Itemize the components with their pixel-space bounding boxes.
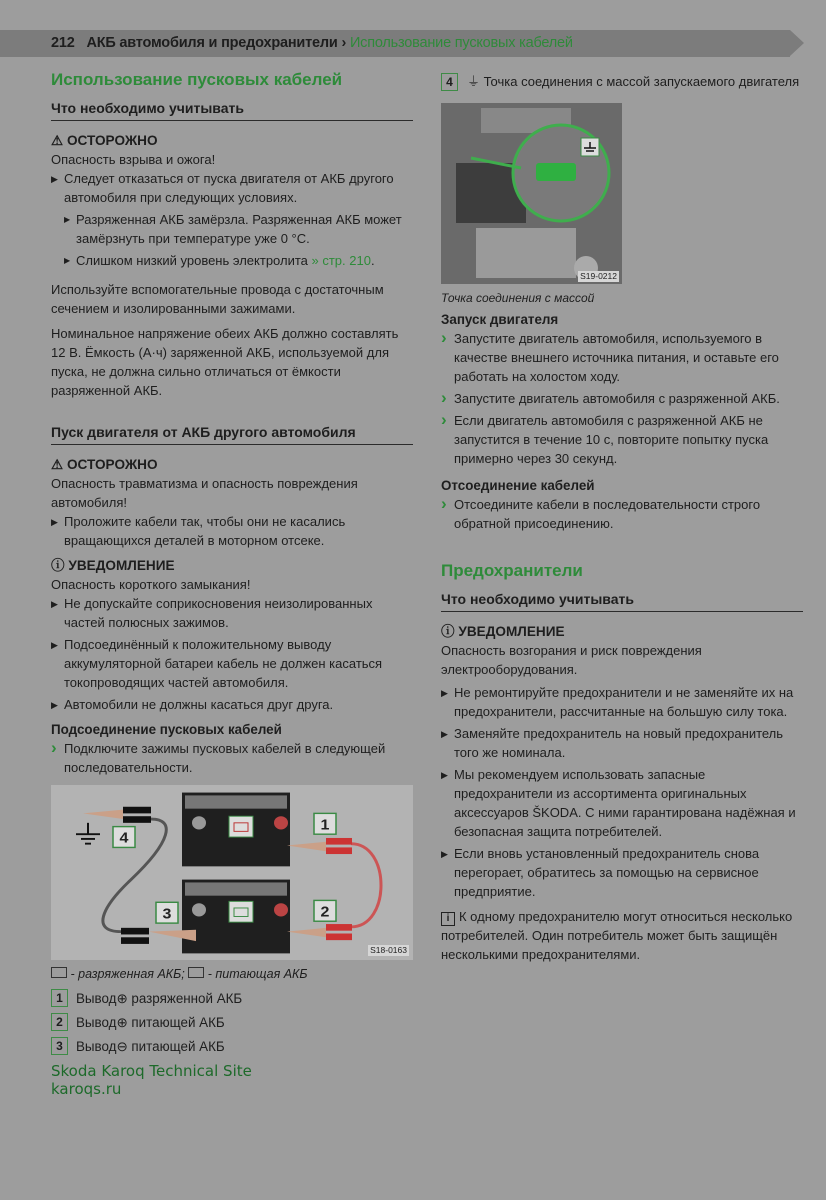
callout-label: 3 bbox=[162, 905, 172, 923]
watermark-url[interactable]: karoqs.ru bbox=[51, 1080, 122, 1098]
right-column bbox=[441, 72, 803, 964]
step-item: › Запустите двигатель автомобиля, используемого в качестве внешнего источника питания, и оставьте его работать на холостом ходу. bbox=[441, 329, 803, 386]
watermark-title: Skoda Karoq Technical Site bbox=[51, 1062, 252, 1080]
callout-number: 3 bbox=[51, 1037, 68, 1055]
info-icon: i bbox=[441, 912, 455, 926]
legend-donor: - питающая АКБ bbox=[207, 967, 308, 981]
jump-start-diagram bbox=[51, 785, 413, 960]
callout-2 bbox=[314, 900, 336, 921]
step-item: › Если двигатель автомобиля с разряженной АКБ не запустится в течение 10 с, повторите попытку пуска примерно через 30 секунд. bbox=[441, 411, 803, 468]
red-clamp-handle bbox=[326, 934, 352, 941]
red-clamp-handle bbox=[326, 924, 352, 931]
callout-label: 4 bbox=[119, 830, 129, 847]
warning-title: ОСТОРОЖНО bbox=[66, 457, 158, 472]
breadcrumb-separator: › bbox=[341, 35, 347, 51]
callout-number: 4 bbox=[441, 73, 458, 91]
subsection-title: Что необходимо учитывать bbox=[51, 98, 413, 121]
red-clamp-handle bbox=[326, 838, 352, 845]
notice-title: УВЕДОМЛЕНИЕ bbox=[458, 624, 565, 639]
donor-battery-icon bbox=[229, 901, 253, 922]
warning-block bbox=[51, 455, 413, 550]
info-note bbox=[441, 907, 803, 964]
notice-lead: Опасность короткого замыкания! bbox=[51, 577, 251, 592]
callout-number: 2 bbox=[51, 1013, 68, 1031]
notice-item: ▶ Не допускайте соприкосновения неизолированных частей полюсных зажимов. bbox=[51, 594, 413, 632]
callout-legend-item bbox=[51, 1013, 413, 1032]
callout-label: 1 bbox=[320, 816, 330, 834]
air-filter bbox=[476, 228, 576, 278]
step-item: › Подключите зажимы пусковых кабелей в следующей последовательности. bbox=[51, 739, 413, 777]
notice-item: ▶ Подсоединённый к положительному выводу аккумуляторной батареи кабель не должен касаться токопроводящих частей автомобиля. bbox=[51, 635, 413, 692]
donor-battery-icon bbox=[188, 967, 204, 978]
paragraph: Используйте вспомогательные провода с достаточным сечением и изолированными зажимами. bbox=[51, 282, 384, 316]
plus-terminal bbox=[274, 903, 288, 916]
page-link[interactable]: » стр. 210 bbox=[311, 253, 371, 268]
warning-subitem: ▶ Разряженная АКБ замёрзла. Разряженная АКБ может замёрзнуть при температуре уже 0 °C. bbox=[51, 210, 413, 248]
warning-subitem bbox=[51, 251, 413, 270]
callout-text: Вывод⊕ питающей АКБ bbox=[76, 1015, 225, 1030]
step-heading: Запуск двигателя bbox=[441, 312, 559, 327]
callout-legend-item bbox=[441, 72, 803, 91]
clamp-jaw bbox=[287, 928, 326, 937]
clamp-jaw bbox=[287, 842, 326, 851]
breadcrumb-current: Использование пусковых кабелей bbox=[349, 35, 573, 51]
black-clamp-handle bbox=[123, 807, 151, 814]
notice-exclamation-icon: ⓘ bbox=[441, 624, 455, 639]
subitem-end: . bbox=[370, 253, 375, 268]
step-heading: Отсоединение кабелей bbox=[441, 478, 595, 493]
callout-1 bbox=[314, 813, 336, 834]
red-clamp-handle bbox=[326, 847, 352, 854]
photo-code: S19-0212 bbox=[580, 271, 617, 281]
notice-item: ▶ Не ремонтируйте предохранители и не заменяйте их на предохранители, рассчитанные на большую силу тока. bbox=[441, 683, 803, 721]
notice-heading bbox=[51, 556, 413, 575]
warning-title: ОСТОРОЖНО bbox=[66, 133, 158, 148]
clamp-jaw bbox=[83, 810, 123, 819]
callout-legend bbox=[51, 989, 413, 1056]
subitem-text: Слишком низкий уровень электролита bbox=[76, 253, 308, 268]
callout-3 bbox=[156, 902, 178, 923]
section-title: Использование пусковых кабелей bbox=[51, 70, 343, 89]
breadcrumb bbox=[51, 35, 573, 51]
photo-caption: Точка соединения с массой bbox=[441, 291, 595, 305]
ground-point bbox=[536, 163, 576, 181]
step-item: › Отсоедините кабели в последовательности строго обратной присоединению. bbox=[441, 495, 803, 533]
warning-item: ▶ Проложите кабели так, чтобы они не касались вращающихся деталей в моторном отсеке. bbox=[51, 512, 413, 550]
notice-block bbox=[51, 556, 413, 714]
callout-text: Вывод⊕ разряженной АКБ bbox=[76, 991, 243, 1006]
info-text: К одному предохранителю могут относиться несколько потребителей. Один потребитель может быть защищён несколькими предохранителями. bbox=[441, 909, 793, 962]
battery-label-strip bbox=[185, 882, 287, 895]
discharged-battery-icon bbox=[229, 816, 253, 837]
notice-item: ▶ Мы рекомендуем использовать запасные предохранители из ассортимента оригинальных аксессуаров ŠKODA. С ними гарантирована надёжная и безопасная защита потребителей. bbox=[441, 765, 803, 841]
callout-legend-item bbox=[51, 1037, 413, 1056]
notice-lead: Опасность возгорания и риск повреждения электрооборудования. bbox=[441, 643, 702, 677]
warning-block bbox=[51, 131, 413, 270]
breadcrumb-chapter[interactable]: АКБ автомобиля и предохранители bbox=[86, 35, 338, 51]
engine-bay-photo bbox=[441, 103, 622, 284]
paragraph: Номинальное напряжение обеих АКБ должно составлять 12 В. Ёмкость (А·ч) заряженной АКБ, используемой для пуска, не должна сильно отличаться от ёмкости разряженной АКБ. bbox=[51, 326, 399, 398]
page-header-band bbox=[0, 30, 790, 57]
subsection-title: Пуск двигателя от АКБ другого автомобиля bbox=[51, 422, 413, 445]
callout-text: ⏚ Точка соединения с массой запускаемого двигателя bbox=[467, 74, 800, 89]
step-heading: Подсоединение пусковых кабелей bbox=[51, 722, 282, 737]
callout-label: 2 bbox=[320, 903, 330, 921]
black-clamp-handle bbox=[121, 928, 149, 935]
warning-heading bbox=[51, 455, 413, 474]
engine-bay-illustration bbox=[441, 103, 622, 284]
callout-number: 1 bbox=[51, 989, 68, 1007]
warning-heading bbox=[51, 131, 413, 150]
notice-title: УВЕДОМЛЕНИЕ bbox=[68, 558, 175, 573]
red-cable bbox=[351, 844, 381, 927]
site-watermark bbox=[51, 1062, 413, 1098]
notice-heading bbox=[441, 622, 803, 641]
clamp-jaw bbox=[149, 930, 196, 941]
warning-triangle-icon: ⚠ bbox=[51, 457, 64, 472]
figure-code: S18-0163 bbox=[370, 945, 407, 955]
notice-block bbox=[441, 622, 803, 901]
minus-terminal bbox=[192, 903, 206, 916]
battery-label-strip bbox=[185, 795, 287, 808]
discharged-battery-icon bbox=[51, 967, 67, 978]
notice-item: ▶ Если вновь установленный предохранитель снова перегорает, обратитесь за помощью на сервисное предприятие. bbox=[441, 844, 803, 901]
plus-terminal bbox=[274, 816, 288, 829]
callout-4 bbox=[113, 827, 135, 848]
callout-legend-item bbox=[51, 989, 413, 1008]
left-column bbox=[51, 68, 413, 1098]
callout-text: Вывод⊖ питающей АКБ bbox=[76, 1039, 225, 1054]
legend-discharged: - разряженная АКБ; bbox=[70, 967, 185, 981]
warning-triangle-icon: ⚠ bbox=[51, 133, 64, 148]
page-number: 212 bbox=[51, 35, 75, 51]
minus-terminal bbox=[192, 816, 206, 829]
warning-lead: Опасность взрыва и ожога! bbox=[51, 152, 216, 167]
step-item: › Запустите двигатель автомобиля с разряженной АКБ. bbox=[441, 389, 803, 408]
black-clamp-handle bbox=[123, 816, 151, 823]
black-clamp-handle bbox=[121, 937, 149, 944]
section-title: Предохранители bbox=[441, 561, 583, 580]
notice-exclamation-icon: ⓘ bbox=[51, 558, 65, 573]
notice-item: ▶ Автомобили не должны касаться друг друга. bbox=[51, 695, 413, 714]
figure-legend bbox=[51, 966, 413, 983]
subsection-title: Что необходимо учитывать bbox=[441, 589, 803, 612]
jump-start-figure bbox=[51, 785, 413, 960]
notice-item: ▶ Заменяйте предохранитель на новый предохранитель того же номинала. bbox=[441, 724, 803, 762]
ground-symbol-icon bbox=[76, 823, 100, 844]
warning-lead: Опасность травматизма и опасность повреждения автомобиля! bbox=[51, 476, 358, 510]
warning-item: ▶ Следует отказаться от пуска двигателя от АКБ другого автомобиля при следующих условиях. bbox=[51, 169, 413, 207]
